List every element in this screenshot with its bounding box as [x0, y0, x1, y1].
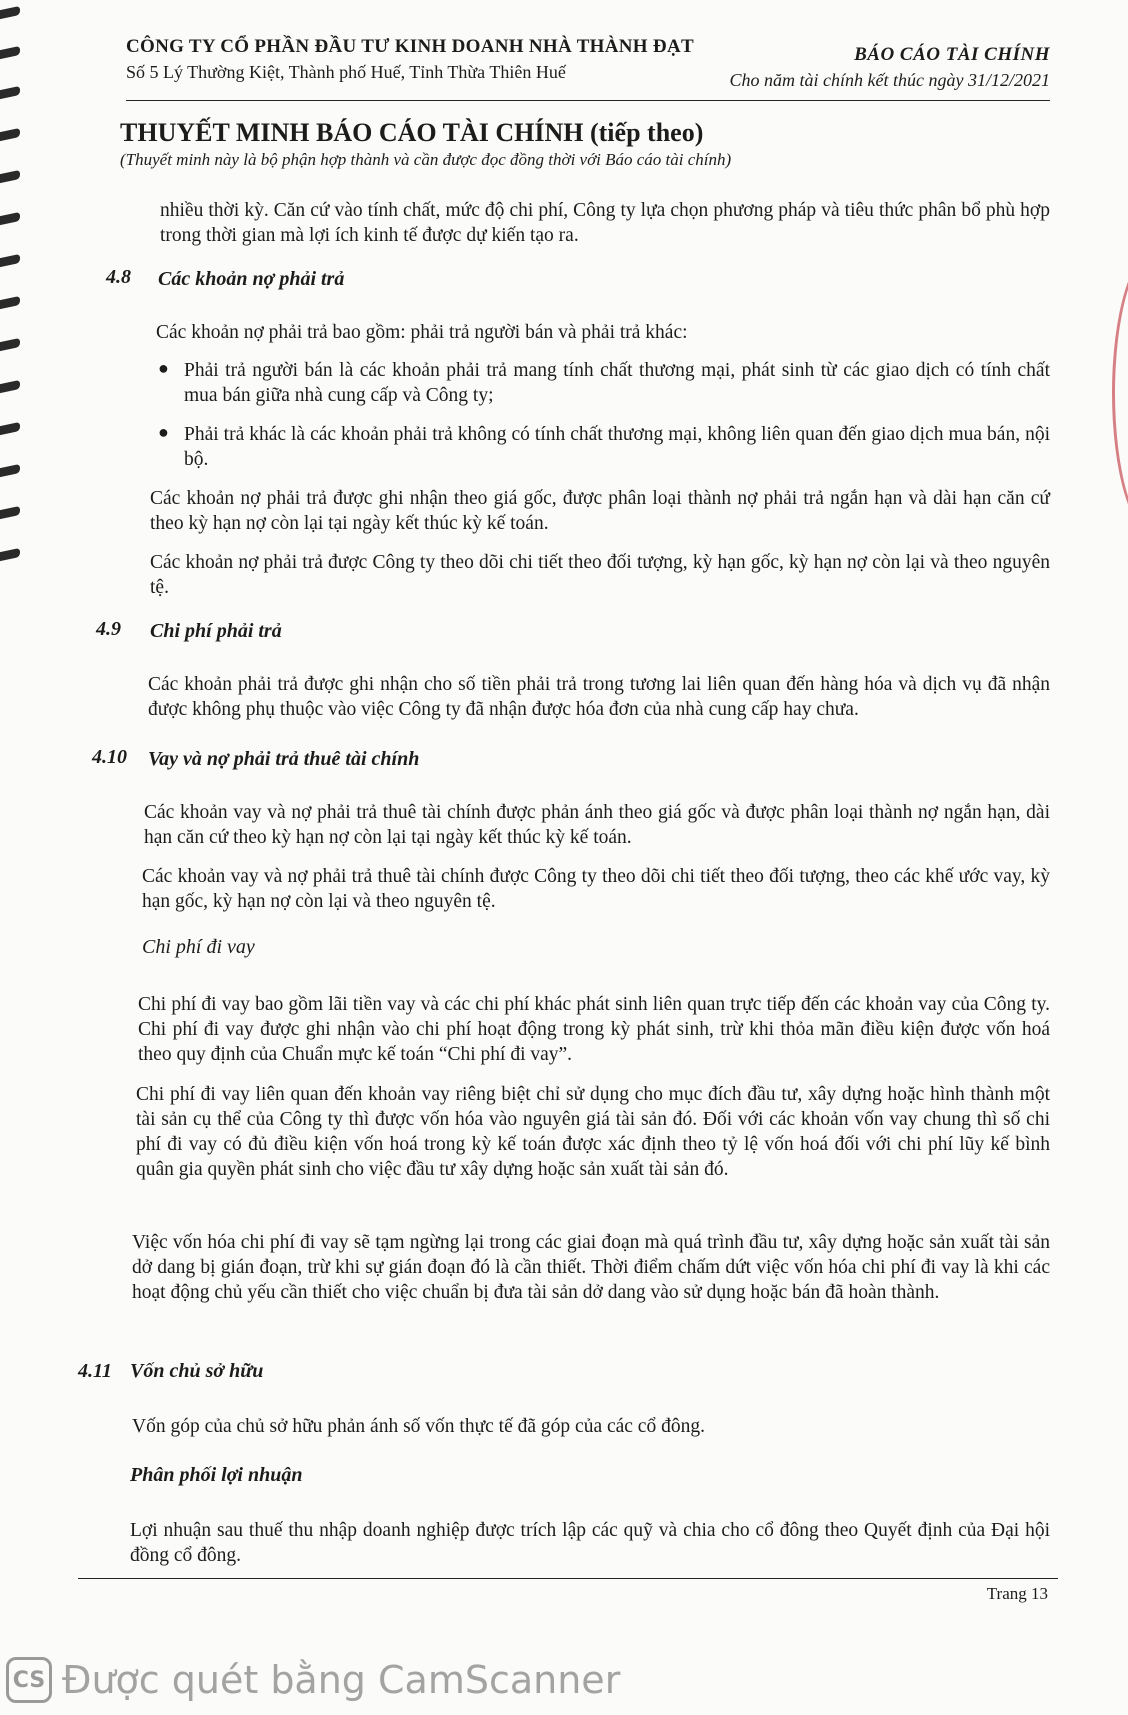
company-address: Số 5 Lý Thường Kiệt, Thành phố Huế, Tỉnh Thừa Thiên Huế	[126, 62, 566, 82]
subheading: Chi phí đi vay	[142, 936, 255, 958]
paragraph: Các khoản nợ phải trả được Công ty theo dõi chi tiết theo đối tượng, kỳ hạn gốc, kỳ hạn nợ còn lại và theo nguyên tệ.	[150, 552, 1050, 598]
paragraph: Các khoản nợ phải trả bao gồm: phải trả người bán và phải trả khác:	[156, 322, 688, 343]
bullet-icon: ●	[158, 358, 169, 378]
camscanner-logo-icon: CS	[6, 1657, 52, 1703]
document-title: THUYẾT MINH BÁO CÁO TÀI CHÍNH (tiếp theo)	[120, 118, 704, 147]
bullet-icon: ●	[158, 422, 169, 442]
section-title: Các khoản nợ phải trả	[158, 268, 345, 290]
section-number: 4.10	[92, 746, 127, 768]
bullet-text: Phải trả người bán là các khoản phải trả mang tính chất thương mại, phát sinh từ các giao dịch có tính chất mua bán giữa nhà cung cấp và Công ty;	[184, 360, 1050, 406]
document-subtitle: (Thuyết minh này là bộ phận hợp thành và cần được đọc đồng thời với Báo cáo tài chính)	[120, 150, 732, 169]
paragraph: Vốn góp của chủ sở hữu phản ánh số vốn thực tế đã góp của các cổ đông.	[132, 1416, 705, 1437]
section-title: Vay và nợ phải trả thuê tài chính	[148, 748, 420, 770]
paragraph: nhiều thời kỳ. Căn cứ vào tính chất, mức độ chi phí, Công ty lựa chọn phương pháp và tiêu thức phân bổ phù hợp trong thời gian mà lợi ích kinh tế được dự kiến tạo ra.	[160, 200, 1050, 246]
binding-holes	[0, 0, 22, 620]
paragraph: Việc vốn hóa chi phí đi vay sẽ tạm ngừng lại trong các giai đoạn mà quá trình đầu tư, xây dựng hoặc sản xuất tài sản dở dang bị gián đoạn, trừ khi sự gián đoạn đó là cần thiết. Thời điểm chấm dứt việc vốn hóa chi phí đi vay là khi các hoạt động chủ yếu cần thiết cho việc chuẩn bị đưa tài sản dở dang vào sử dụng hoặc bán đã hoàn thành.	[132, 1232, 1050, 1303]
page-number: Trang 13	[986, 1584, 1048, 1603]
paragraph: Các khoản vay và nợ phải trả thuê tài chính được Công ty theo dõi chi tiết theo đối tượng, theo các khế ước vay, kỳ hạn gốc, kỳ hạn nợ còn lại và theo nguyên tệ.	[142, 866, 1050, 912]
company-name: CÔNG TY CỔ PHẦN ĐẦU TƯ KINH DOANH NHÀ THÀNH ĐẠT	[126, 36, 694, 57]
page-header	[126, 36, 1050, 90]
report-title: BÁO CÁO TÀI CHÍNH	[854, 44, 1050, 65]
watermark-text: Được quét bằng CamScanner	[62, 1658, 621, 1702]
paragraph: Các khoản vay và nợ phải trả thuê tài chính được phản ánh theo giá gốc và được phân loại thành nợ ngắn hạn, dài hạn căn cứ theo kỳ hạn nợ còn lại tại ngày kết thúc kỳ kế toán.	[144, 802, 1050, 848]
section-title: Vốn chủ sở hữu	[130, 1360, 264, 1382]
subheading: Phân phối lợi nhuận	[130, 1464, 303, 1486]
section-title: Chi phí phải trả	[150, 620, 282, 642]
paragraph: Chi phí đi vay bao gồm lãi tiền vay và các chi phí khác phát sinh liên quan trực tiếp đến các khoản vay của Công ty. Chi phí đi vay được ghi nhận vào chi phí hoạt động trong kỳ phát sinh, trừ khi thỏa mãn điều kiện được vốn hoá theo quy định của Chuẩn mực kế toán “Chi phí đi vay”.	[138, 994, 1050, 1065]
header-rule	[126, 100, 1050, 101]
paragraph: Chi phí đi vay liên quan đến khoản vay riêng biệt chỉ sử dụng cho mục đích đầu tư, xây dựng hoặc hình thành một tài sản cụ thể của Công ty thì được vốn hóa vào nguyên giá tài sản đó. Đối với các khoản vốn vay chung thì số chi phí đi vay có đủ điều kiện vốn hoá trong kỳ kế toán được xác định theo tỷ lệ vốn hoá đối với chi phí lũy kế bình quân gia quyền phát sinh cho việc đầu tư xây dựng hoặc sản xuất tài sản đó.	[136, 1084, 1050, 1180]
report-period: Cho năm tài chính kết thúc ngày 31/12/2021	[729, 70, 1050, 90]
paragraph: Lợi nhuận sau thuế thu nhập doanh nghiệp được trích lập các quỹ và chia cho cổ đông theo Quyết định của Đại hội đồng cổ đông.	[130, 1520, 1050, 1566]
bullet-text: Phải trả khác là các khoản phải trả không có tính chất thương mại, không liên quan đến giao dịch mua bán, nội bộ.	[184, 424, 1050, 470]
section-number: 4.9	[96, 618, 121, 640]
section-number: 4.8	[106, 266, 131, 288]
paragraph: Các khoản nợ phải trả được ghi nhận theo giá gốc, được phân loại thành nợ phải trả ngắn hạn và dài hạn căn cứ theo kỳ hạn nợ còn lại tại ngày kết thúc kỳ kế toán.	[150, 488, 1050, 534]
camscanner-watermark	[6, 1652, 706, 1708]
paragraph: Các khoản phải trả được ghi nhận cho số tiền phải trả trong tương lai liên quan đến hàng hóa và dịch vụ đã nhận được không phụ thuộc vào việc Công ty đã nhận được hóa đơn của nhà cung cấp hay chưa.	[148, 674, 1050, 720]
section-number: 4.11	[78, 1360, 112, 1382]
red-seal-stamp	[1112, 250, 1128, 536]
footer-rule	[78, 1578, 1058, 1579]
